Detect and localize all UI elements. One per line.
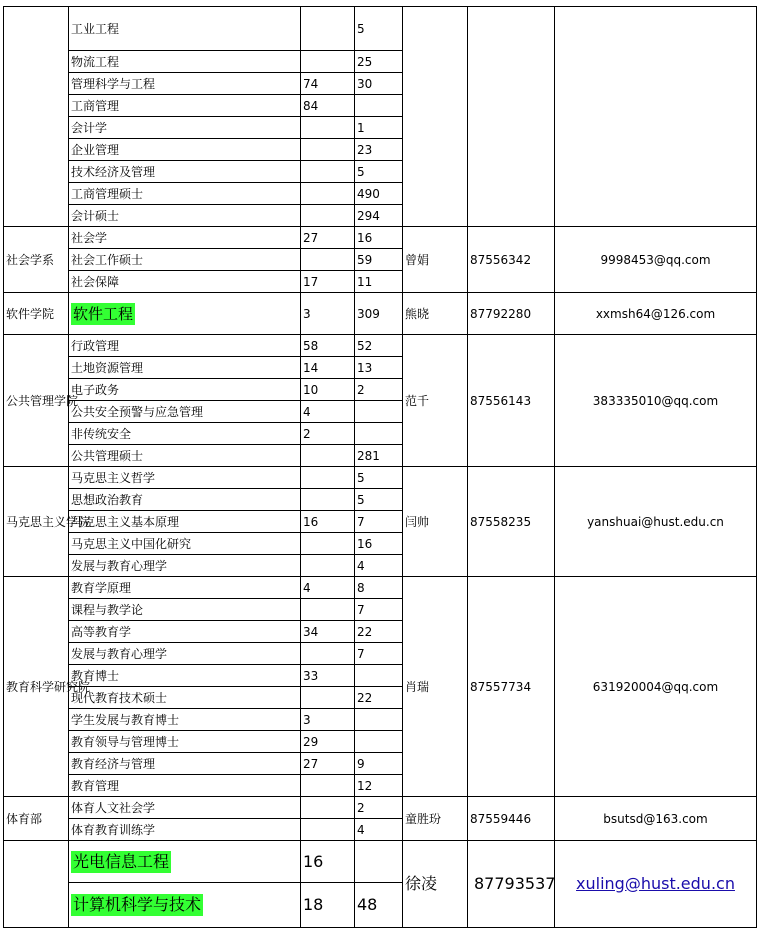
count-b-cell: 11: [355, 271, 403, 293]
phone-cell: 87793537: [468, 841, 555, 928]
count-a-cell: [301, 445, 355, 467]
college-cell: 马克思主义学院: [4, 467, 69, 577]
phone-cell: 87556342: [468, 227, 555, 293]
major-cell: 体育人文社会学: [69, 797, 301, 819]
major-cell: 管理科学与工程: [69, 73, 301, 95]
count-a-cell: [301, 687, 355, 709]
count-b-cell: 16: [355, 227, 403, 249]
contact-name-cell: 曾娟: [403, 227, 468, 293]
major-cell: 电子政务: [69, 379, 301, 401]
count-a-cell: [301, 819, 355, 841]
email-link[interactable]: xuling@hust.edu.cn: [576, 873, 735, 893]
count-a-cell: [301, 7, 355, 51]
count-a-cell: 14: [301, 357, 355, 379]
count-a-cell: 27: [301, 753, 355, 775]
count-a-cell: [301, 775, 355, 797]
major-cell: [69, 293, 301, 335]
table-row: [4, 227, 757, 249]
count-b-cell: 30: [355, 73, 403, 95]
count-a-cell: [301, 205, 355, 227]
count-b-cell: 59: [355, 249, 403, 271]
major-cell: 工商管理硕士: [69, 183, 301, 205]
contact-name-cell: 童胜玢: [403, 797, 468, 841]
count-a-cell: [301, 161, 355, 183]
count-b-cell: 12: [355, 775, 403, 797]
count-a-cell: [301, 643, 355, 665]
major-cell: 教育博士: [69, 665, 301, 687]
phone-cell: [468, 7, 555, 227]
phone-cell: 87556143: [468, 335, 555, 467]
major-cell: 马克思主义哲学: [69, 467, 301, 489]
count-a-cell: [301, 797, 355, 819]
major-cell: 社会保障: [69, 271, 301, 293]
count-a-cell: [301, 599, 355, 621]
major-cell: 社会工作硕士: [69, 249, 301, 271]
count-b-cell: 1: [355, 117, 403, 139]
major-cell: 会计硕士: [69, 205, 301, 227]
email-cell: 9998453@qq.com: [555, 227, 757, 293]
major-cell: 学生发展与教育博士: [69, 709, 301, 731]
count-b-cell: 7: [355, 599, 403, 621]
count-b-cell: 490: [355, 183, 403, 205]
major-cell: [69, 883, 301, 928]
contact-name-cell: 肖瑞: [403, 577, 468, 797]
count-a-cell: 10: [301, 379, 355, 401]
table-row: [4, 467, 757, 489]
count-b-cell: 309: [355, 293, 403, 335]
count-b-cell: 22: [355, 621, 403, 643]
college-cell: 教育科学研究院: [4, 577, 69, 797]
count-a-cell: 16: [301, 511, 355, 533]
major-cell: 社会学: [69, 227, 301, 249]
table-row: [4, 841, 757, 883]
major-cell: 技术经济及管理: [69, 161, 301, 183]
count-a-cell: [301, 51, 355, 73]
major-cell: 发展与教育心理学: [69, 643, 301, 665]
major-cell: 发展与教育心理学: [69, 555, 301, 577]
phone-cell: 87559446: [468, 797, 555, 841]
phone-cell: 87558235: [468, 467, 555, 577]
count-b-cell: [355, 401, 403, 423]
count-b-cell: 5: [355, 161, 403, 183]
count-b-cell: 7: [355, 511, 403, 533]
count-b-cell: 8: [355, 577, 403, 599]
count-b-cell: 2: [355, 379, 403, 401]
count-a-cell: 27: [301, 227, 355, 249]
major-cell: 工商管理: [69, 95, 301, 117]
count-a-cell: 3: [301, 709, 355, 731]
count-a-cell: 34: [301, 621, 355, 643]
count-a-cell: 29: [301, 731, 355, 753]
email-cell: 383335010@qq.com: [555, 335, 757, 467]
count-a-cell: [301, 139, 355, 161]
contact-name-cell: 熊晓: [403, 293, 468, 335]
college-cell: [4, 841, 69, 928]
count-a-cell: 4: [301, 577, 355, 599]
count-b-cell: [355, 423, 403, 445]
email-cell: xxmsh64@126.com: [555, 293, 757, 335]
count-a-cell: [301, 117, 355, 139]
count-a-cell: [301, 533, 355, 555]
enrollment-table: [3, 6, 757, 928]
email-cell: bsutsd@163.com: [555, 797, 757, 841]
major-label-highlighted: 光电信息工程: [73, 851, 170, 871]
phone-cell: 87557734: [468, 577, 555, 797]
count-b-cell: 48: [355, 883, 403, 928]
college-cell: 社会学系: [4, 227, 69, 293]
major-cell: 公共安全预警与应急管理: [69, 401, 301, 423]
count-a-cell: 18: [301, 883, 355, 928]
count-b-cell: 23: [355, 139, 403, 161]
major-cell: 会计学: [69, 117, 301, 139]
table-row: [4, 7, 757, 51]
college-cell: [4, 7, 69, 227]
email-cell[interactable]: [555, 841, 757, 928]
major-cell: 土地资源管理: [69, 357, 301, 379]
count-b-cell: [355, 709, 403, 731]
count-a-cell: 3: [301, 293, 355, 335]
email-cell: [555, 7, 757, 227]
major-cell: 教育管理: [69, 775, 301, 797]
count-b-cell: 5: [355, 467, 403, 489]
count-b-cell: 5: [355, 489, 403, 511]
major-cell: [69, 841, 301, 883]
count-b-cell: [355, 731, 403, 753]
table-row: [4, 335, 757, 357]
count-b-cell: 2: [355, 797, 403, 819]
major-cell: 公共管理硕士: [69, 445, 301, 467]
count-a-cell: 16: [301, 841, 355, 883]
count-a-cell: [301, 555, 355, 577]
count-b-cell: 4: [355, 555, 403, 577]
table-row: [4, 797, 757, 819]
major-cell: 教育经济与管理: [69, 753, 301, 775]
count-a-cell: 84: [301, 95, 355, 117]
count-b-cell: 25: [355, 51, 403, 73]
major-cell: 非传统安全: [69, 423, 301, 445]
email-cell: yanshuai@hust.edu.cn: [555, 467, 757, 577]
count-b-cell: [355, 665, 403, 687]
major-cell: 教育学原理: [69, 577, 301, 599]
major-cell: 高等教育学: [69, 621, 301, 643]
count-b-cell: 281: [355, 445, 403, 467]
count-a-cell: 58: [301, 335, 355, 357]
count-a-cell: 33: [301, 665, 355, 687]
major-cell: 工业工程: [69, 7, 301, 51]
count-b-cell: 52: [355, 335, 403, 357]
contact-name-cell: 闫帅: [403, 467, 468, 577]
count-b-cell: 5: [355, 7, 403, 51]
phone-cell: 87792280: [468, 293, 555, 335]
count-a-cell: 74: [301, 73, 355, 95]
major-cell: 企业管理: [69, 139, 301, 161]
count-b-cell: 22: [355, 687, 403, 709]
major-cell: 马克思主义中国化研究: [69, 533, 301, 555]
count-a-cell: [301, 467, 355, 489]
college-cell: 公共管理学院: [4, 335, 69, 467]
count-b-cell: 4: [355, 819, 403, 841]
table-row: [4, 577, 757, 599]
college-cell: 体育部: [4, 797, 69, 841]
count-b-cell: 9: [355, 753, 403, 775]
major-cell: 课程与教学论: [69, 599, 301, 621]
count-a-cell: [301, 183, 355, 205]
count-a-cell: 2: [301, 423, 355, 445]
major-label-highlighted: 软件工程: [73, 304, 134, 323]
major-cell: 现代教育技术硕士: [69, 687, 301, 709]
count-b-cell: [355, 841, 403, 883]
count-a-cell: 4: [301, 401, 355, 423]
contact-name-cell: 徐凌: [403, 841, 468, 928]
count-b-cell: 294: [355, 205, 403, 227]
count-b-cell: 7: [355, 643, 403, 665]
major-cell: 体育教育训练学: [69, 819, 301, 841]
count-a-cell: [301, 489, 355, 511]
count-b-cell: 13: [355, 357, 403, 379]
major-cell: 马克思主义基本原理: [69, 511, 301, 533]
major-cell: 物流工程: [69, 51, 301, 73]
count-a-cell: [301, 249, 355, 271]
contact-name-cell: 范千: [403, 335, 468, 467]
major-cell: 思想政治教育: [69, 489, 301, 511]
table-row: [4, 293, 757, 335]
count-b-cell: [355, 95, 403, 117]
college-cell: 软件学院: [4, 293, 69, 335]
major-label-highlighted: 计算机科学与技术: [73, 895, 202, 914]
major-cell: 行政管理: [69, 335, 301, 357]
email-cell: 631920004@qq.com: [555, 577, 757, 797]
major-cell: 教育领导与管理博士: [69, 731, 301, 753]
contact-name-cell: [403, 7, 468, 227]
count-b-cell: 16: [355, 533, 403, 555]
count-a-cell: 17: [301, 271, 355, 293]
